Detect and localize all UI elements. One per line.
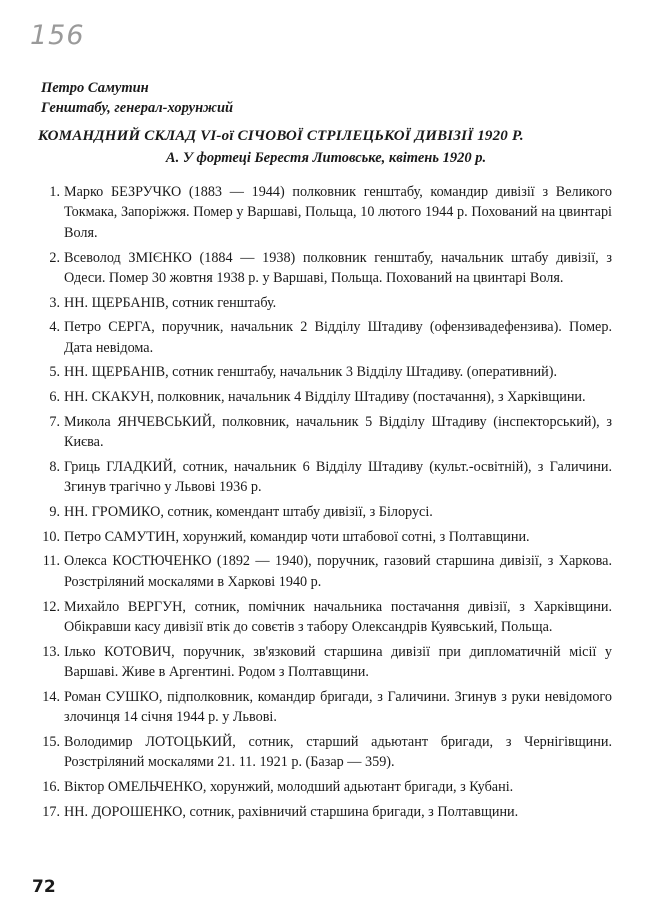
list-item-text: Ілько КОТОВИЧ, поручник, зв'язковий старшина дивізії при дипломатичній місії у Варшаві. Живе в Аргентині. Родом з Полтавщини. xyxy=(64,643,612,681)
list-item-number: 17. xyxy=(42,803,60,820)
list-item xyxy=(0,687,612,728)
list-item xyxy=(0,293,612,313)
list-item xyxy=(0,457,612,498)
list-item xyxy=(0,412,612,453)
list-item-text: Роман СУШКО, підполковник, командир бригади, з Галичини. Згинув з руки невідомого злочинця 14 січня 1944 р. у Львові. xyxy=(64,688,612,726)
list-item-number: 3. xyxy=(49,294,60,311)
list-item-number: 5. xyxy=(49,364,60,381)
list-item-number: 9. xyxy=(49,504,60,521)
list-item xyxy=(0,317,612,358)
list-item xyxy=(0,777,612,797)
list-item xyxy=(0,551,612,592)
list-item-text: НН. СКАКУН, полковник, начальник 4 Відділу Штадиву (постачання), з Харківщини. xyxy=(64,389,586,406)
author-block xyxy=(41,78,233,118)
list-item xyxy=(0,642,612,683)
list-item-text: Олекса КОСТЮЧЕНКО (1892 — 1940), поручник, газовий старшина дивізії, з Харкова. Розстріляний москалями в Харкові 1940 р. xyxy=(64,553,612,590)
list-item-text: НН. ЩЕРБАНІВ, сотник генштабу. xyxy=(64,294,277,311)
list-item xyxy=(0,362,612,382)
list-item xyxy=(0,387,612,407)
list-item-number: 1. xyxy=(49,184,60,200)
list-item-text: Віктор ОМЕЛЬЧЕНКО, хорунжий, молодший адьютант бригади, з Кубані. xyxy=(64,779,514,796)
list-item-text: Всеволод ЗМІЄНКО (1884 — 1938) полковник генштабу, начальник штабу дивізії, з Одеси. Помер 30 жовтня 1938 р. у Варшаві, Польща. Похований на цвинтарі Воля. xyxy=(64,249,612,286)
entry-list xyxy=(0,182,652,826)
list-item-number: 11. xyxy=(42,553,60,570)
list-item-number: 10. xyxy=(42,528,60,545)
list-item-number: 2. xyxy=(49,249,60,266)
list-item-number: 13. xyxy=(42,643,60,660)
list-item-number: 8. xyxy=(49,458,60,475)
handwritten-page-number: 156 xyxy=(30,20,85,51)
list-item-text: НН. ГРОМИКО, сотник, комендант штабу дивізії, з Білорусі. xyxy=(64,504,433,521)
list-item-text: Петро САМУТИН, хорунжий, командир чоти штабової сотні, з Полтавщини. xyxy=(64,528,530,545)
list-item-number: 7. xyxy=(49,413,60,430)
list-item-number: 12. xyxy=(42,598,60,615)
list-item xyxy=(0,597,612,638)
list-item xyxy=(0,732,612,773)
list-item-number: 6. xyxy=(49,389,60,406)
list-item xyxy=(0,502,612,522)
author-name: Петро Самутин xyxy=(41,80,149,96)
list-item-text: НН. ДОРОШЕНКО, сотник, рахівничий старшина бригади, з Полтавщини. xyxy=(64,803,519,820)
list-item xyxy=(0,802,612,822)
list-item-number: 4. xyxy=(49,319,60,336)
list-item-number: 14. xyxy=(42,688,60,705)
list-item-text: НН. ЩЕРБАНІВ, сотник генштабу, начальник 3 Відділу Штадиву. (оперативний). xyxy=(64,364,558,381)
document-subtitle: А. У фортеці Берестя Литовське, квітень 1920 р. xyxy=(165,150,487,166)
document-title: КОМАНДНИЙ СКЛАД VІ-ої СІЧОВОЇ СТРІЛЕЦЬКОЇ ДИВІЗІЇ 1920 Р. xyxy=(38,128,524,144)
list-item-text: Марко БЕЗРУЧКО (1883 — 1944) полковник генштабу, командир дивізії з Великого Токмака, Запоріжжя. Помер у Варшаві, Польща, 10 лютого 1944 р. Похований на цвинтарі Воля. xyxy=(64,184,612,241)
list-item-text: Гриць ГЛАДКИЙ, сотник, начальник 6 Відділу Штадиву (культ.-освітній), з Галичини. Згинув трагічно у Львові 1936 р. xyxy=(64,458,612,496)
author-rank: Генштабу, генерал-хорунжий xyxy=(41,100,234,116)
list-item-text: Володимир ЛОТОЦЬКИЙ, сотник, старший адьютант бригади, з Чернігівщини. Розстріляний москалями 21. 11. 1921 р. (Базар — 359). xyxy=(64,733,612,771)
list-item xyxy=(0,182,612,243)
list-item-number: 15. xyxy=(42,733,60,750)
list-item xyxy=(0,248,612,289)
list-item-text: Петро СЕРГА, поручник, начальник 2 Відділу Штадиву (офензивадефензива). Помер. Дата невідома. xyxy=(64,319,612,356)
list-item xyxy=(0,527,612,547)
list-item-number: 16. xyxy=(42,779,60,796)
list-item-text: Михайло ВЕРГУН, сотник, помічник начальника постачання дивізії, з Харківщини. Обікравши касу дивізії втік до совєтів з табору Олександрів Куявський, Польща. xyxy=(64,598,612,635)
page-number: 72 xyxy=(32,877,56,897)
list-item-text: Микола ЯНЧЕВСЬКИЙ, полковник, начальник 5 Відділу Штадиву (інспекторський), з Києва. xyxy=(64,413,612,451)
